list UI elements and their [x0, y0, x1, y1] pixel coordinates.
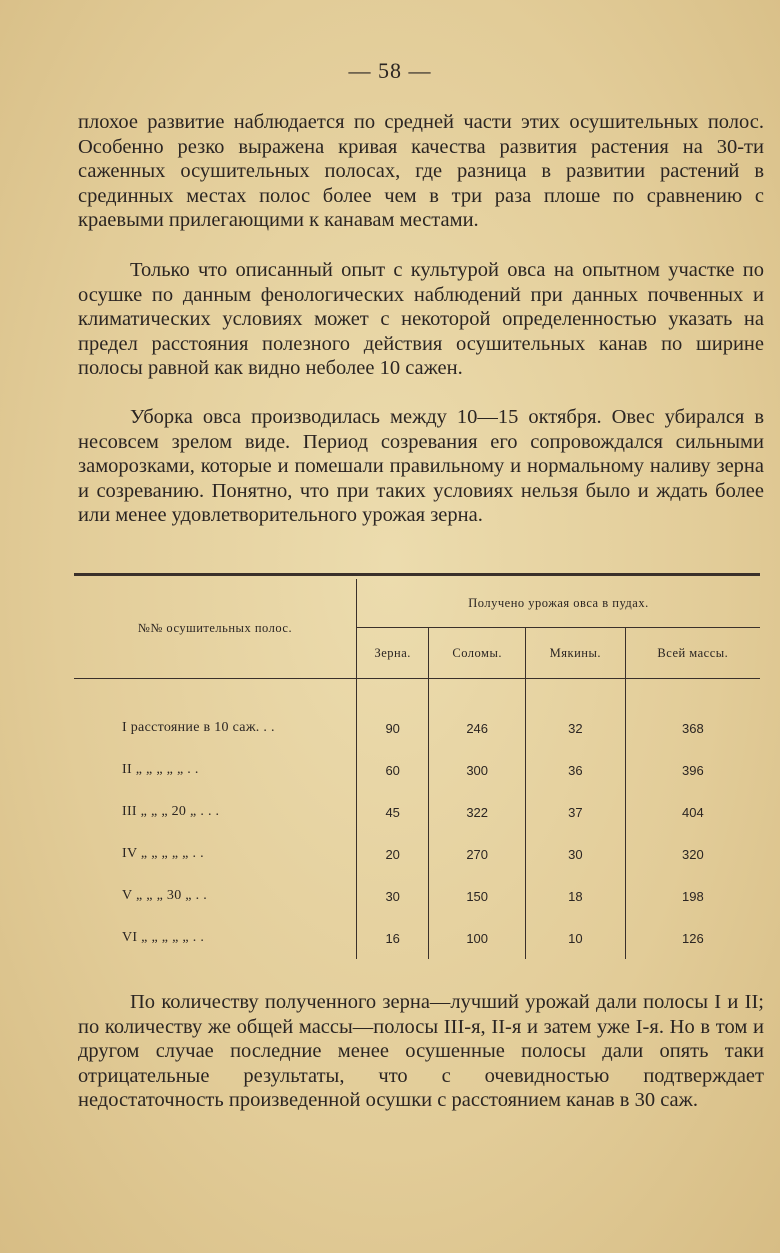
- column-header-chaff: Мякины.: [525, 628, 625, 679]
- row-label: VI „ „ „ „ „ . .: [74, 917, 357, 959]
- cell-straw: 300: [429, 749, 526, 791]
- cell-total: 320: [682, 846, 704, 862]
- table-spacer-row: [74, 679, 760, 708]
- cell-chaff: 32: [525, 707, 625, 749]
- cell-straw: 270: [429, 833, 526, 875]
- paragraph-1: плохое развитие наблюдается по средней части этих осушительных полос. Особенно резко выражена кривая качества развития растения на 30-ти саженных осушительных полосах, где разница в развитии растений в срединных местах полос более чем в три раза плоше по сравнению с краевыми прилегающими к канавам местами.: [78, 111, 764, 232]
- cell-grain: 45: [357, 791, 429, 833]
- yield-table: [74, 579, 760, 959]
- table-top-rule: [74, 573, 760, 576]
- cell-chaff: 30: [525, 833, 625, 875]
- row-label: II „ „ „ „ „ . .: [74, 749, 357, 791]
- cell-grain: 16: [357, 917, 429, 959]
- table-row: [74, 749, 760, 791]
- cell-total: 368: [682, 720, 704, 736]
- row-label: I расстояние в 10 саж. . .: [74, 707, 357, 749]
- table-row: [74, 707, 760, 749]
- table-row: [74, 917, 760, 959]
- paragraph-4-text: По количеству полученного зерна—лучший урожай дали полосы I и II; по количеству же общей массы—полосы III-я, II-я и затем уже I-я. Но в том и другом случае последние менее осушенные полосы дали опять таки отрицательные результаты, что с очевидностью подтверждает недостаточность произведенной осушки с расстоянием канав в 30 саж.: [78, 991, 764, 1112]
- table-row: [74, 791, 760, 833]
- cell-total: 404: [682, 804, 704, 820]
- cell-straw: 246: [429, 707, 526, 749]
- cell-total: 396: [682, 762, 704, 778]
- cell-chaff: 37: [525, 791, 625, 833]
- yield-table-container: [74, 573, 760, 973]
- row-label: IV „ „ „ „ „ . .: [74, 833, 357, 875]
- table-row: [74, 833, 760, 875]
- row-label: III „ „ „ 20 „ . . .: [74, 791, 357, 833]
- column-header-grain: Зерна.: [357, 628, 429, 679]
- group-header: Получено урожая овса в пудах.: [357, 579, 761, 628]
- cell-total: 126: [682, 930, 704, 946]
- cell-straw: 322: [429, 791, 526, 833]
- cell-grain: 90: [357, 707, 429, 749]
- row-label: V „ „ „ 30 „ . .: [74, 875, 357, 917]
- cell-straw: 100: [429, 917, 526, 959]
- table-row: [74, 875, 760, 917]
- paragraph-4: [78, 990, 764, 1113]
- cell-chaff: 10: [525, 917, 625, 959]
- cell-grain: 20: [357, 833, 429, 875]
- column-header-total: Всей массы.: [625, 628, 760, 679]
- paragraph-3-text: Уборка овса производилась между 10—15 октября. Овес убирался в несовсем зрелом виде. Период созревания его сопровождался сильными заморозками, которые и помешали правильному и нормальному наливу зерна и созреванию. Понятно, что при таких условиях нельзя было и ждать более или менее удовлетворительного урожая зерна.: [78, 406, 764, 527]
- paragraph-3: [78, 405, 764, 528]
- stub-header: №№ осушительных полос.: [74, 579, 357, 679]
- cell-grain: 30: [357, 875, 429, 917]
- column-header-straw: Соломы.: [429, 628, 526, 679]
- cell-grain: 60: [357, 749, 429, 791]
- page-number: — 58 —: [348, 58, 432, 83]
- cell-straw: 150: [429, 875, 526, 917]
- paragraph-2: [78, 258, 764, 381]
- cell-total: 198: [682, 888, 704, 904]
- paragraph-2-text: Только что описанный опыт с культурой овса на опытном участке по осушке по данным фенологических наблюдений при данных почвенных и климатических условиях может с некоторой определенностью указать на предел расстояния полезного действия осушительных канав по ширине полосы равной как видно неболее 10 сажен.: [78, 259, 764, 380]
- cell-chaff: 18: [525, 875, 625, 917]
- cell-chaff: 36: [525, 749, 625, 791]
